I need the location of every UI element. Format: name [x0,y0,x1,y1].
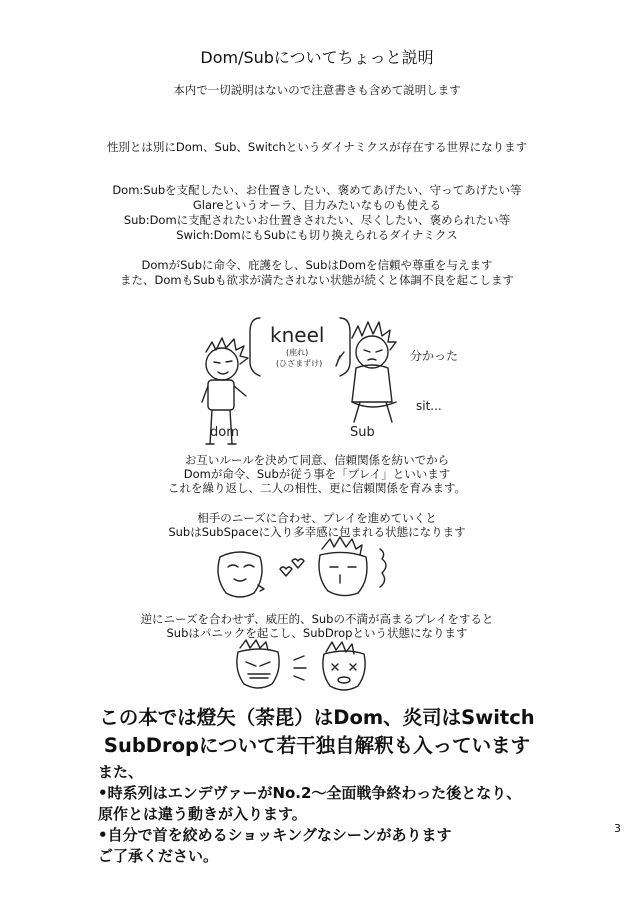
sparkle-lines [380,549,386,587]
play-line: これを繰り返し、二人の相性、更に信頼関係を育みます。 [167,481,467,495]
reply-text: 分かった [410,349,459,363]
speech-subtext: (座れ) [286,348,309,357]
sub-character-drawing [336,322,396,422]
page-number: 3 [614,822,621,835]
blissful-face-drawing [319,537,367,596]
dom-label: dom [210,425,239,440]
subdrop-sketch [230,638,410,696]
tension-lines [294,656,306,680]
subdrop-line: Subはパニックを起こし、SubDropという状態になります [166,626,468,640]
page-title: Dom/Subについてちょっと説明 [200,48,434,67]
note-line: •自分で首を絞めるショッキングなシーンがあります [98,826,452,844]
subspace-line: 相手のニーズに合わせ、プレイを進めていくと [197,511,437,525]
heart-icon [280,559,304,576]
play-line: Domが命令、Subが従う事を「プレイ」といいます [183,467,451,481]
intro-text: 本内で一切説明はないので注意書きも含めて説明します [173,83,461,97]
headline-line: SubDropについて若干独自解釈も入っています [103,734,531,757]
relation-line: DomがSubに命令、庇護をし、SubはDomを信頼や尊重を与えます [141,258,493,272]
world-text: 性別とは別にDom、Sub、Switchというダイナミクスが存在する世界になります [106,140,528,154]
speech-word: kneel [270,323,325,347]
sub-label: Sub [350,425,375,440]
subspace-sketch [210,537,420,601]
note-line: 原作とは違う動きが入ります。 [98,805,307,823]
note-line: また、 [98,763,144,781]
definition-line: Sub:Domに支配されたいお仕置きされたい、尽くしたい、褒められたい等 [123,213,511,227]
subdrop-line: 逆にニーズを合わせず、威圧的、Subの不満が高まるプレイをすると [140,612,494,626]
happy-face-drawing [218,552,264,597]
angry-face-drawing [237,640,279,688]
headline-line: この本では燈矢（荼毘）はDom、炎司はSwitch [99,706,535,729]
speech-subtext: (ひざまずけ) [276,359,323,368]
action-text: sit... [416,399,442,413]
definition-line: Dom:Subを支配したい、お仕置きしたい、褒めてあげたい、守ってあげたい等 [112,183,522,197]
subspace-line: SubはSubSpaceに入り多幸感に包まれる状態になります [168,525,466,539]
definition-line: Glareというオーラ、目力みたいなものも使える [192,198,442,212]
play-line: お互いルールを決めて同意、信頼関係を紡いでから [184,453,450,467]
note-line: •時系列はエンデヴァーがNo.2〜全面戦争終わった後となり、 [98,784,522,802]
relation-line: また、DomもSubも欲求が満たされない状態が続くと体調不良を起こします [120,273,514,287]
definition-line: Swich:DomにもSubにも切り換えられるダイナミクス [176,228,458,242]
note-line: ご了承ください。 [98,847,219,865]
panicked-face-drawing [323,642,365,690]
dom-sub-sketch [190,312,480,452]
